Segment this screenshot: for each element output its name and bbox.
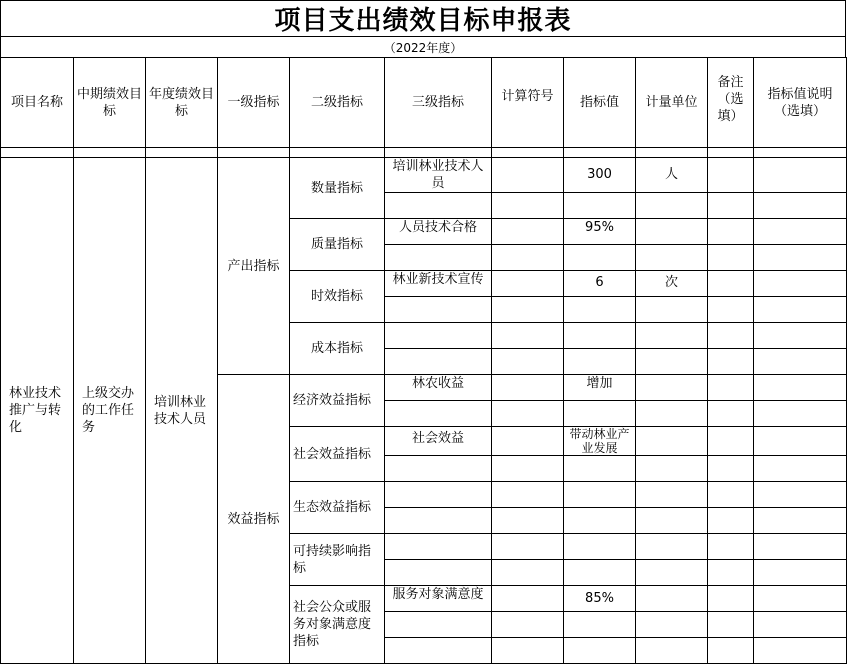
header-unit: 计量单位 (636, 58, 708, 148)
unit-cell (636, 586, 708, 612)
level3-cell: 服务对象满意度 (385, 586, 492, 612)
level3-cell: 林业新技术宣传 (385, 271, 492, 297)
indicator-table (0, 57, 847, 664)
level2-sustainable-cell: 可持续影响指标 (290, 534, 385, 586)
level3-cell: 培训林业技术人员 (385, 158, 492, 193)
mid-goal-cell: 上级交办的工作任务 (74, 158, 146, 664)
year-note: （2022年度） (0, 37, 846, 57)
level3-cell: 社会效益 (385, 427, 492, 456)
table-row (1, 158, 847, 193)
level3-cell: 人员技术合格 (385, 219, 492, 245)
form-title: 项目支出绩效目标申报表 (0, 0, 846, 37)
header-calc-symbol: 计算符号 (492, 58, 564, 148)
header-level1: 一级指标 (218, 58, 290, 148)
level2-timeliness-cell: 时效指标 (290, 271, 385, 323)
annual-goal-cell: 培训林业技术人员 (146, 158, 218, 664)
level1-output-cell: 产出指标 (218, 158, 290, 375)
level3-cell: 林农收益 (385, 375, 492, 401)
unit-cell (636, 427, 708, 456)
value-cell: 带动林业产业发展 (564, 427, 636, 456)
header-level2: 二级指标 (290, 58, 385, 148)
level2-quality-cell: 质量指标 (290, 219, 385, 271)
value-cell: 增加 (564, 375, 636, 401)
header-mid-goal: 中期绩效目标 (74, 58, 146, 148)
value-cell: 95% (564, 219, 636, 245)
unit-cell: 人 (636, 158, 708, 193)
header-row (1, 58, 847, 148)
header-annual-goal: 年度绩效目标 (146, 58, 218, 148)
header-desc: 指标值说明（选填） (754, 58, 847, 148)
level2-satisfaction-cell: 社会公众或服务对象满意度指标 (290, 586, 385, 664)
spacer-row (1, 148, 847, 158)
header-remark: 备注（选填） (708, 58, 754, 148)
value-cell: 300 (564, 158, 636, 193)
project-name-cell: 林业技术推广与转化 (1, 158, 74, 664)
value-cell: 85% (564, 586, 636, 612)
unit-cell (636, 375, 708, 401)
level2-cost-cell: 成本指标 (290, 323, 385, 375)
unit-cell (636, 219, 708, 245)
level1-benefit-cell: 效益指标 (218, 375, 290, 664)
unit-cell: 次 (636, 271, 708, 297)
header-project-name: 项目名称 (1, 58, 74, 148)
level2-ecological-cell: 生态效益指标 (290, 482, 385, 534)
header-level3: 三级指标 (385, 58, 492, 148)
level2-economic-cell: 经济效益指标 (290, 375, 385, 427)
value-cell: 6 (564, 271, 636, 297)
level2-social-cell: 社会效益指标 (290, 427, 385, 482)
header-value: 指标值 (564, 58, 636, 148)
level2-quantity-cell: 数量指标 (290, 158, 385, 219)
